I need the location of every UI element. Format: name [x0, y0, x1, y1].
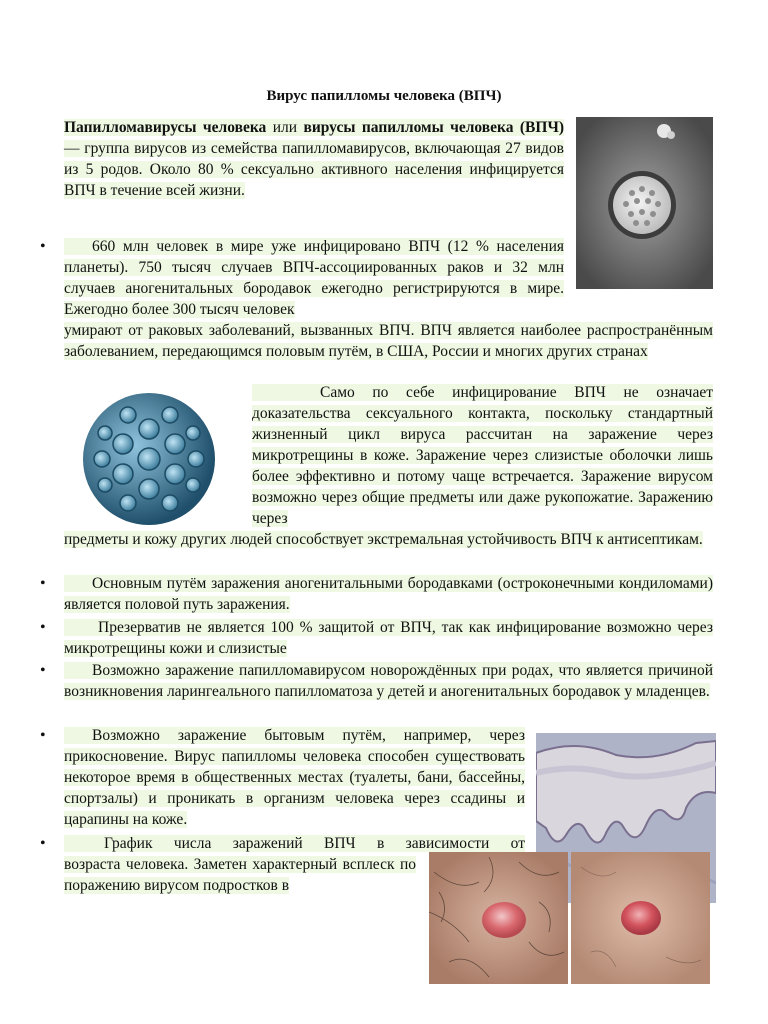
skin-lesion-image-2 — [571, 852, 710, 984]
bullet-text-2-continued: предметы и кожу других людей способствует экстремальная устойчивость ВПЧ к антисептикам. — [64, 531, 703, 548]
bullet-text-2: Само по себе инфицирование ВПЧ не означает доказательства сексуального контакта, поскольку стандартный жизненный цикл вируса рассчитан на заражение через микротрещины в коже. Заражение через слизистые оболочки лишь более эффективно и потому чаще встречается. Заражение вирусом возможно через общие предметы или даже рукопожатие. Заражению через — [252, 384, 713, 527]
bullet-marker-5: • — [40, 662, 46, 679]
virus-micrograph-image — [576, 117, 713, 289]
intro-bold-term-1: Папилломавирусы человека — [64, 119, 267, 136]
bullet-marker-1: • — [40, 238, 46, 255]
bullet-marker-4: • — [40, 619, 46, 636]
bullet-text-5: Возможно заражение папилломавирусом новорождённых при родах, что является причиной возникновения ларингеального папилломатоза у детей и аногенитальных бородавок у младенцев. — [64, 662, 713, 700]
bullet-text-3: Основным путём заражения аногенитальными бородавками (остроконечными кондиломами) является половой путь заражения. — [64, 575, 713, 613]
intro-paragraph: Папилломавирусы человека или вирусы папилломы человека (ВПЧ)— группа вирусов из семейства папилломавирусов, включающая 27 видов из 5 родов. Около 80 % сексуально активного населения инфицируется ВПЧ в течение всей жизни. — [64, 119, 564, 199]
bullet-text-7-line1: График числа заражений ВПЧ в зависимости от — [64, 833, 525, 854]
bullet-marker-6: • — [40, 727, 46, 744]
bullet-text-7-rest: возраста человека. Заметен характерный всплеск по поражению вирусом подростков в — [64, 856, 416, 894]
virus-model-image — [78, 388, 220, 530]
bullet-marker-3: • — [40, 575, 46, 592]
intro-bold-term-2: вирусы папилломы человека (ВПЧ) — [303, 119, 564, 136]
bullet-text-6: Возможно заражение бытовым путём, например, через прикосновение. Вирус папилломы человека способен существовать некоторое время в общественных местах (туалеты, бани, бассейны, спортзалы) и проникать в организм человека через ссадины и царапины на коже. — [64, 727, 525, 828]
bullet-text-1-continued: умирают от раковых заболеваний, вызванных ВПЧ. ВПЧ является наиболее распространённым заболеванием, передающимся половым путём, в США, России и многих других странах — [64, 322, 713, 360]
bullet-text-1: 660 млн человек в мире уже инфицировано ВПЧ (12 % населения планеты). 750 тысяч случаев ВПЧ-ассоциированных раков и 32 млн случаев аногенитальных бородавок ежегодно регистрируются в мире. Ежегодно более 300 тысяч человек — [64, 238, 564, 318]
bullet-marker-7: • — [40, 835, 46, 852]
page-title: Вирус папилломы человека (ВПЧ) — [266, 88, 502, 104]
bullet-text-4: Презерватив не является 100 % защитой от ВПЧ, так как инфицирование возможно через микротрещины кожи и слизистые — [64, 619, 713, 657]
skin-lesion-image-1 — [429, 852, 568, 984]
